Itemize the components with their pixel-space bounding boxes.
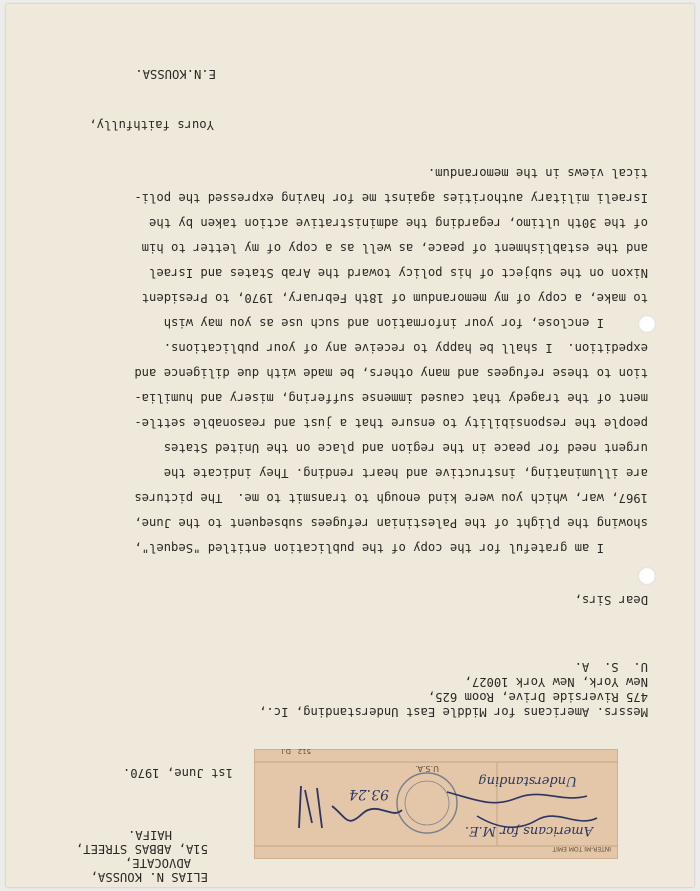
- body-line-4: are illuminating, instructive and heart rending. They indicate the: [163, 466, 648, 480]
- recipient-line-4: U. S. A.: [574, 660, 648, 674]
- body-line-11: to make, a copy of my memorandum of 18th February, 1970, to President: [141, 291, 648, 305]
- body-line-16: tical views in the memorandum.: [427, 166, 648, 180]
- receipt-handwriting-name: Americans for M.E.: [464, 823, 593, 838]
- recipient-line-2: 475 Riverside Drive, Room 625,: [427, 690, 648, 704]
- letterhead-name: ELIAS N. KOUSSA,: [90, 870, 208, 884]
- receipt-stamp-text: U.S.A.: [415, 764, 439, 773]
- receipt-strip-header: INTER-MI TOM EMIT: [552, 845, 611, 852]
- body-line-12: Nixon on the subject of his policy toward the Arab States and Israel: [149, 266, 648, 280]
- body-line-9: expedition. I shall be happy to receive any of your publications.: [163, 341, 648, 355]
- recipient-line-1: Messrs. Americans for Middle East Understanding, Ic.,: [259, 705, 648, 719]
- body-line-10: I enclose, for your information and such use as you may wish: [163, 316, 604, 330]
- body-line-8: tion to these refugees and many others, be made with due diligence and: [134, 366, 648, 380]
- letter-sheet-upside-down: [6, 4, 694, 887]
- body-line-13: and the establishment of peace, as well as a copy of my letter to him: [141, 241, 648, 255]
- receipt-strip-code: D.I: [281, 747, 291, 755]
- body-line-6: people the responsibility to ensure that a just and reasonable settle-: [134, 416, 648, 430]
- receipt-strip: [254, 749, 618, 859]
- body-line-2: showing the plight of the Palestinian refugees subsequent to the June,: [134, 516, 648, 530]
- recipient-line-3: New York, New York 10027,: [464, 675, 648, 689]
- body-line-3: 1967, war, which you were kind enough to transmit to me. The pictures: [134, 491, 648, 505]
- letterhead-title: ADVOCATE,: [124, 856, 191, 870]
- body-line-7: ment of the tragedy that caused immense suffering, misery and humilia-: [134, 391, 648, 405]
- signature: E.N.KOUSSA.: [135, 67, 216, 81]
- receipt-handwriting-org: Understanding: [478, 773, 577, 788]
- receipt-strip-number: 512: [297, 747, 311, 755]
- body-line-5: urgent need for peace in the region and place on the United States: [163, 441, 648, 455]
- closing: Yours faithfully,: [89, 118, 214, 132]
- letterhead-city: HAIFA.: [127, 828, 172, 842]
- receipt-handwriting-amount: 93.24: [348, 786, 389, 802]
- body-line-1: I am grateful for the copy of the publication entitled "Sequel",: [134, 541, 604, 555]
- body-line-14: of the 30th ultimo, regarding the administrative action taken by the: [149, 216, 648, 230]
- body-line-15: Israeli military authorities against me for having expressed the poli-: [134, 191, 648, 205]
- salutation: Dear Sirs,: [574, 593, 648, 607]
- letterhead-street: 51A, ABBAS STREET,: [75, 842, 208, 856]
- letter-page: [6, 4, 694, 887]
- letter-date: 1st June, 1970.: [122, 766, 233, 780]
